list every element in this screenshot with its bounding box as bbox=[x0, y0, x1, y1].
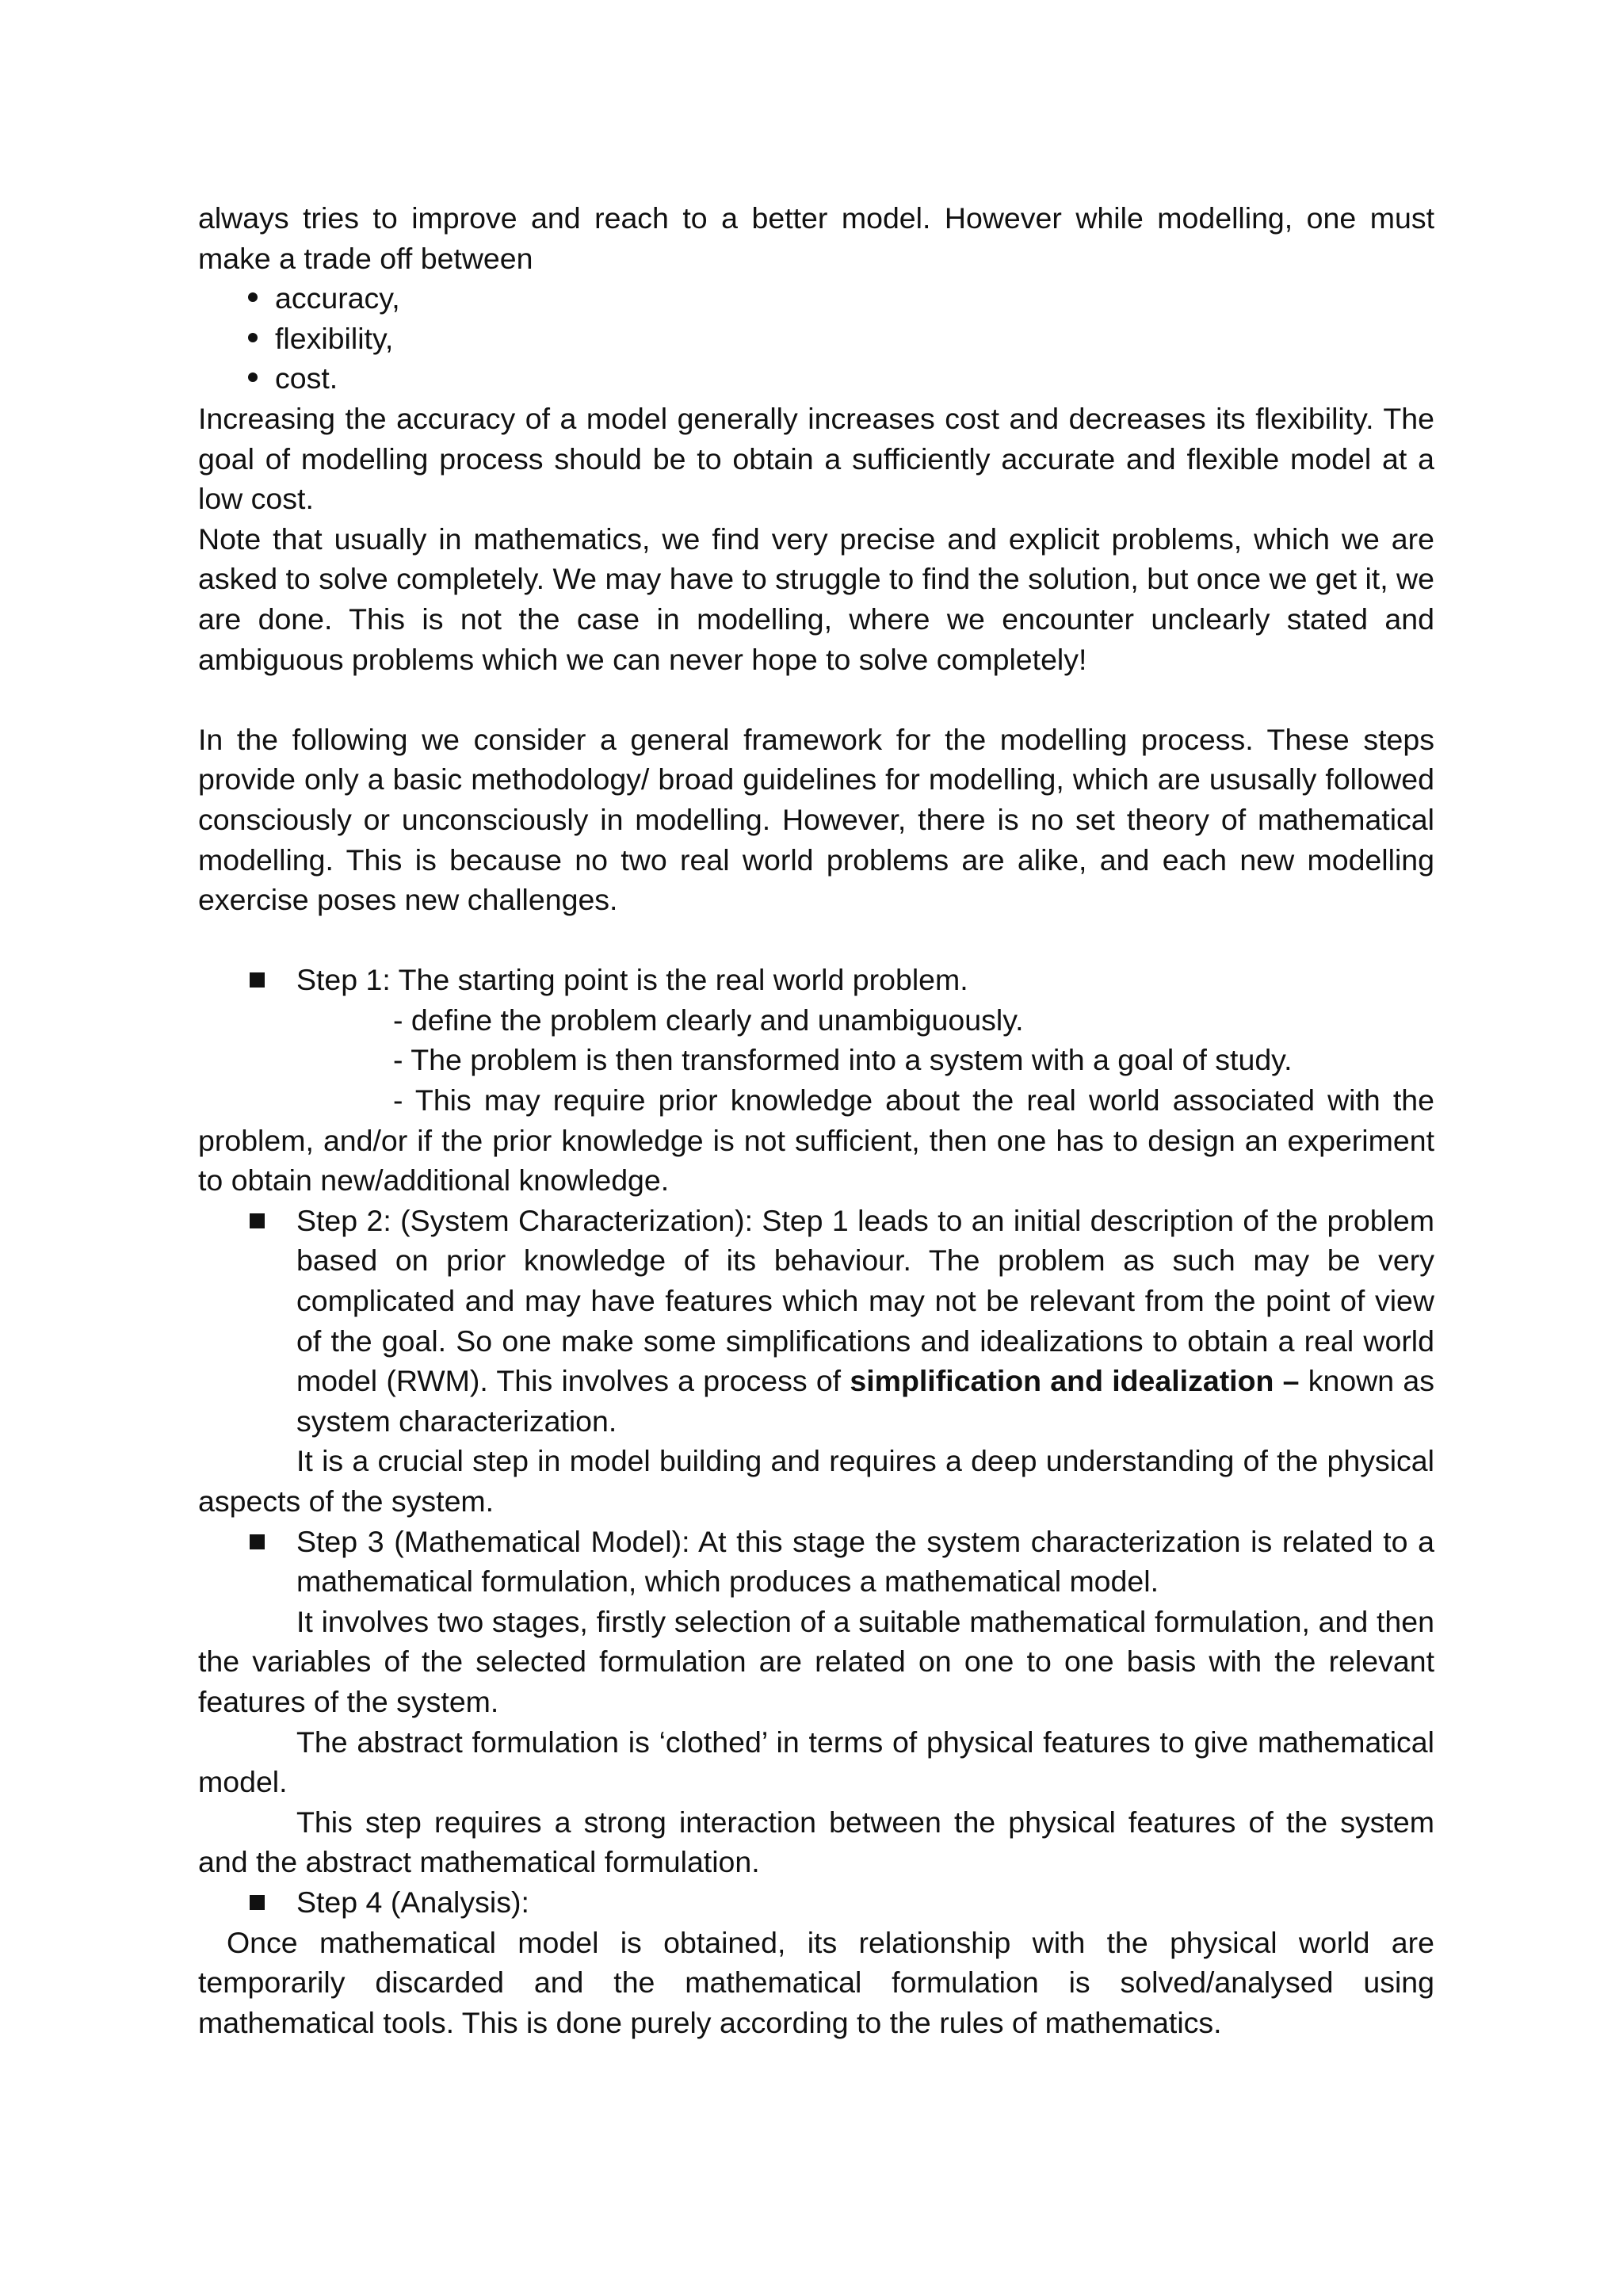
step-3-paragraph: This step requires a strong interaction between the physical features of the system and the abstract mathematical formulation. bbox=[198, 1805, 1434, 1879]
intro-text: always tries to improve and reach to a better model. However while modelling, one must make a trade off between bbox=[198, 201, 1434, 275]
step-1-title: Step 1: The starting point is the real world problem. bbox=[296, 963, 968, 997]
step-1 bbox=[198, 960, 1434, 1000]
step-2-text-end: known as system characterization. bbox=[296, 1364, 1435, 1438]
step-4 bbox=[198, 1882, 1434, 1923]
bullet-square-icon bbox=[250, 1534, 265, 1549]
step-2 bbox=[198, 1201, 1434, 1442]
spacer bbox=[198, 679, 1434, 720]
framework-paragraph: In the following we consider a general framework for the modelling process. These steps provide only a basic methodology/ broad guidelines for modelling, which are ususally followed consciously or unconsciously in modelling. However, there is no set theory of mathematical modelling. This is because no two real world problems are alike, and each new modelling exercise poses new challenges. bbox=[198, 722, 1434, 917]
step-4-title: Step 4 (Analysis): bbox=[296, 1885, 529, 1919]
list-item: cost. bbox=[248, 358, 1434, 399]
step-4-paragraph: Once mathematical model is obtained, its relationship with the physical world are temporarily discarded and the mathematical formulation is solved/analysed using mathematical tools. This is done purely according to the rules of mathematics. bbox=[198, 1925, 1434, 2039]
step-3-paragraph: The abstract formulation is ‘clothed’ in terms of physical features to give mathematical model. bbox=[198, 1725, 1434, 1799]
step-1-subpoint: - This may require prior knowledge about the real world associated with the problem, and/or if the prior knowledge is not sufficient, then one has to design an experiment to obtain new/additional knowledge. bbox=[198, 1083, 1434, 1198]
step-1-subpoint: - define the problem clearly and unambiguously. bbox=[393, 1003, 1024, 1037]
step-3-paragraph: It involves two stages, firstly selection of a suitable mathematical formulation, and then the variables of the selected formulation are related on one to one basis with the relevant features of the system. bbox=[198, 1604, 1434, 1718]
bullet-dot-icon bbox=[248, 372, 258, 382]
bullet-square-icon bbox=[250, 972, 265, 988]
step-3 bbox=[198, 1522, 1434, 1602]
list-item: flexibility, bbox=[248, 319, 1434, 359]
step-2-bold-text: simplification and idealization – bbox=[850, 1364, 1300, 1398]
bullet-square-icon bbox=[250, 1213, 265, 1228]
accuracy-paragraph: Increasing the accuracy of a model generally increases cost and decreases its flexibility. The goal of modelling process should be to obtain a sufficiently accurate and flexible model at a low cost. bbox=[198, 401, 1434, 516]
step-2-paragraph: It is a crucial step in model building and requires a deep understanding of the physical aspects of the system. bbox=[198, 1444, 1434, 1518]
list-item: accuracy, bbox=[248, 278, 1434, 319]
tradeoff-list bbox=[198, 278, 1434, 399]
spacer bbox=[198, 920, 1434, 961]
step-1-subpoint: - The problem is then transformed into a system with a goal of study. bbox=[393, 1043, 1293, 1077]
document-page bbox=[198, 198, 1434, 2042]
note-paragraph: Note that usually in mathematics, we find very precise and explicit problems, which we are asked to solve completely. We may have to struggle to find the solution, but once we get it, we are done. This is not the case in modelling, where we encounter unclearly stated and ambiguous problems which we can never hope to solve completely! bbox=[198, 521, 1434, 676]
bullet-square-icon bbox=[250, 1895, 265, 1910]
step-3-text: Step 3 (Mathematical Model): At this stage the system characterization is related to a mathematical formulation, which produces a mathematical model. bbox=[296, 1524, 1434, 1599]
step-2-text: Step 2: (System Characterization): Step 1 leads to an initial description of the problem based on prior knowledge of its behaviour. The problem as such may be very complicated and may have features which may not be relevant from the point of view of the goal. So one make some simplifications and idealizations to obtain a real world model (RWM). This involves a process of bbox=[296, 1203, 1434, 1398]
bullet-dot-icon bbox=[248, 333, 258, 342]
bullet-dot-icon bbox=[248, 292, 258, 302]
